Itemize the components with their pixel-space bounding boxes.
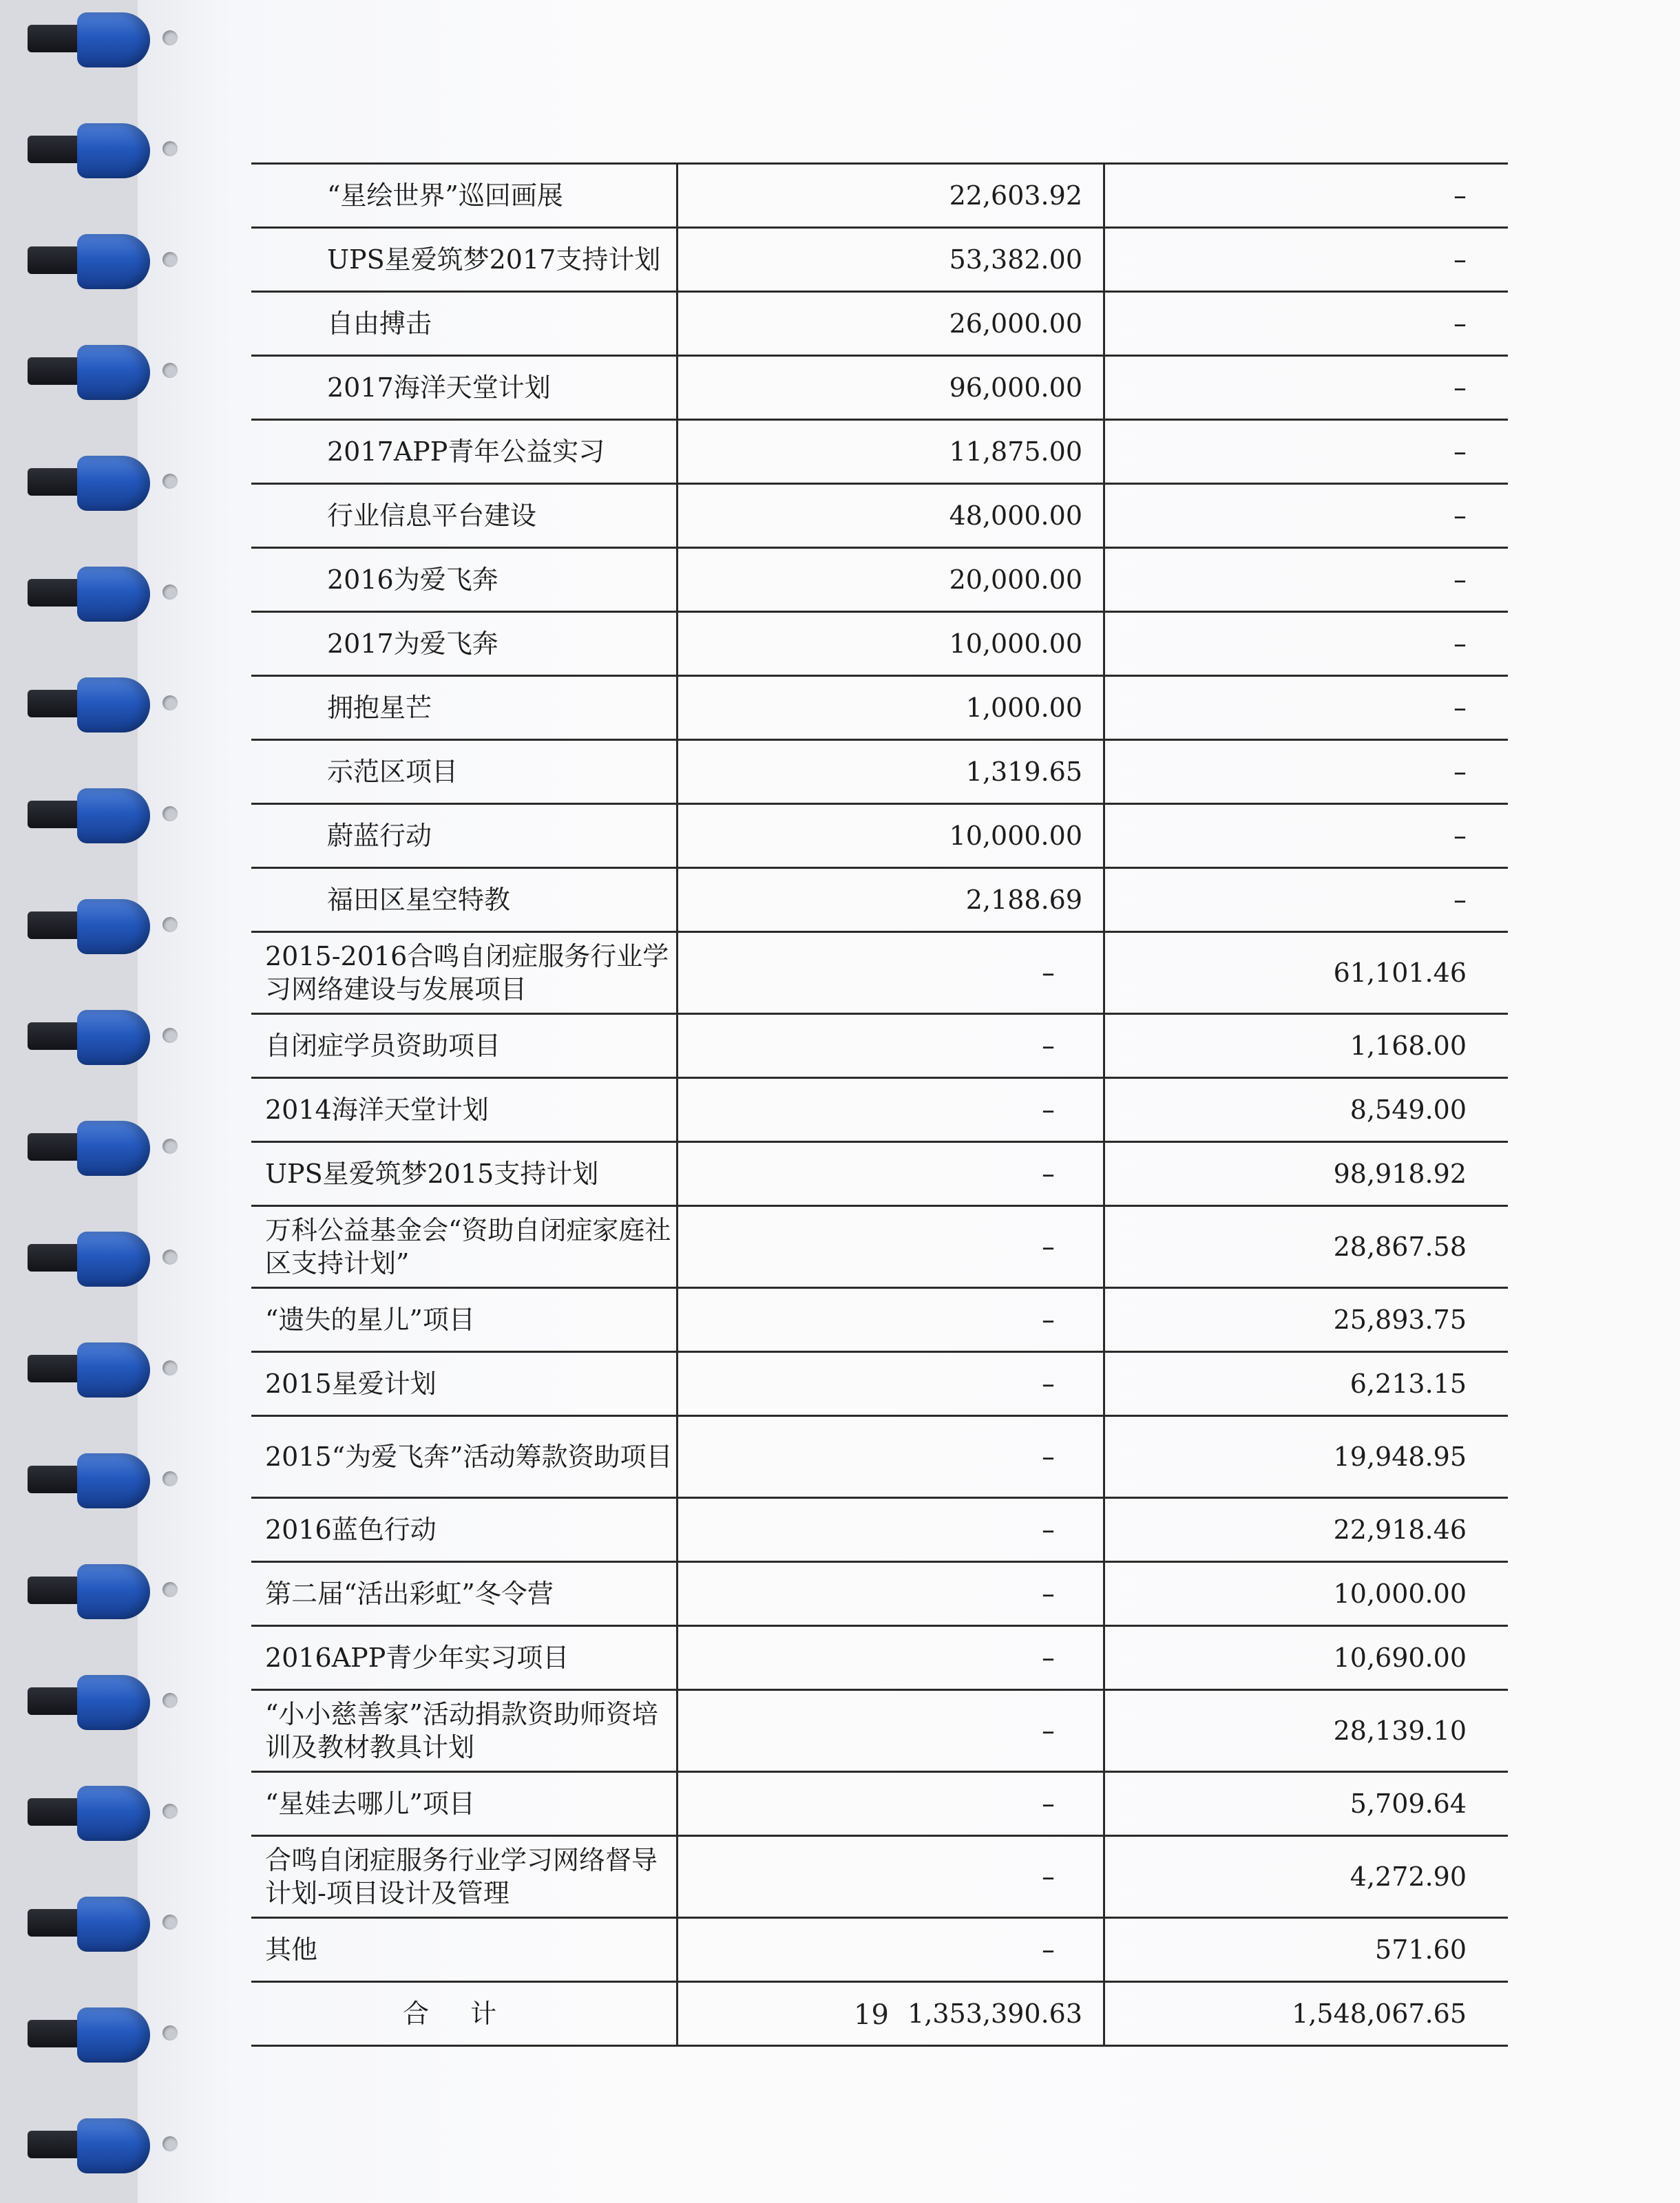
prior-period-amount: – [1453,885,1467,915]
item-name: UPS星爱筑梦2015支持计划 [251,1143,678,1205]
spiral-binding [28,0,193,2203]
binding-coil [28,561,193,627]
prior-period-amount: 25,893.75 [1333,1305,1467,1335]
item-name: 第二届“活出彩虹”冬令营 [251,1563,678,1625]
prior-period-amount: – [1453,821,1467,851]
current-period-amount: – [678,1837,1105,1917]
table-row [251,1627,1508,1691]
item-name: “星绘世界”巡回画展 [251,165,678,226]
binding-coil [28,1226,193,1292]
item-name: 2015“为爱飞奔”活动筹款资助项目 [251,1417,678,1497]
table-row [251,1015,1508,1079]
item-name: 其他 [251,1919,678,1981]
prior-period-amount: – [1453,693,1467,723]
table-row [251,869,1508,933]
prior-period-amount: 6,213.15 [1350,1369,1467,1399]
item-name: 蔚蓝行动 [251,805,678,867]
current-period-amount: – [678,1499,1105,1561]
binding-coil [28,1891,193,1957]
prior-period-amount: 19,948.95 [1333,1442,1467,1472]
prior-period-amount: 28,139.10 [1333,1716,1467,1746]
page-number: 19 [854,1999,889,2031]
prior-period-amount: 1,168.00 [1350,1031,1467,1061]
current-period-amount: 22,603.92 [678,165,1105,226]
binding-coil [28,7,193,73]
item-name: “遗失的星儿”项目 [251,1289,678,1351]
prior-period-amount: 28,867.58 [1333,1232,1467,1262]
item-name: 2014海洋天堂计划 [251,1079,678,1141]
current-period-amount: 10,000.00 [678,805,1105,867]
binding-coil [28,1004,193,1071]
table-row [251,805,1508,869]
current-period-amount: – [678,1627,1105,1689]
binding-coil [28,2002,193,2068]
table-row [251,1079,1508,1143]
item-name: 福田区星空特教 [251,869,678,931]
table-row [251,1353,1508,1417]
item-name: 2015-2016合鸣自闭症服务行业学习网络建设与发展项目 [251,933,678,1013]
binding-coil [28,1448,193,1514]
item-name: “星娃去哪儿”项目 [251,1773,678,1835]
current-period-amount: – [678,933,1105,1013]
current-period-amount: – [678,1079,1105,1141]
binding-coil [28,1780,193,1846]
item-name: “小小慈善家”活动捐款资助师资培训及教材教具计划 [251,1691,678,1771]
current-period-amount: 96,000.00 [678,357,1105,419]
current-period-amount: – [678,1691,1105,1771]
binding-coil [28,118,193,184]
total-prior-period: 1,548,067.65 [1292,1999,1467,2029]
item-name: 合鸣自闭症服务行业学习网络督导计划-项目设计及管理 [251,1837,678,1917]
current-period-amount: – [678,1353,1105,1415]
binding-coil [28,672,193,738]
item-name: 万科公益基金会“资助自闭症家庭社区支持计划” [251,1207,678,1287]
table-row [251,162,1508,229]
current-period-amount: – [678,1773,1105,1835]
binding-coil [28,339,193,405]
item-name: 2016APP青少年实习项目 [251,1627,678,1689]
item-name: 2017APP青年公益实习 [251,421,678,483]
table-row [251,933,1508,1015]
current-period-amount: – [678,1289,1105,1351]
current-period-amount: 11,875.00 [678,421,1105,483]
prior-period-amount: 4,272.90 [1350,1862,1467,1892]
binding-coil [28,1115,193,1181]
expense-table [251,162,1508,2047]
current-period-amount: – [678,1143,1105,1205]
prior-period-amount: 10,690.00 [1333,1643,1467,1673]
table-row [251,1289,1508,1353]
current-period-amount: 2,188.69 [678,869,1105,931]
total-label: 合 计 [251,1983,678,2045]
table-row [251,1837,1508,1919]
prior-period-amount: – [1453,500,1467,531]
item-name: 拥抱星芒 [251,677,678,739]
current-period-amount: 20,000.00 [678,549,1105,611]
prior-period-amount: 22,918.46 [1333,1515,1467,1545]
current-period-amount: 1,000.00 [678,677,1105,739]
binding-coil [28,1337,193,1403]
current-period-amount: 53,382.00 [678,229,1105,291]
item-name: 2016蓝色行动 [251,1499,678,1561]
binding-coil [28,894,193,960]
table-row [251,421,1508,485]
table-row [251,1417,1508,1499]
table-row [251,485,1508,549]
current-period-amount: – [678,1417,1105,1497]
table-row [251,1691,1508,1773]
item-name: 2017为爱飞奔 [251,613,678,675]
item-name: UPS星爱筑梦2017支持计划 [251,229,678,291]
prior-period-amount: 98,918.92 [1333,1159,1467,1189]
current-period-amount: 26,000.00 [678,293,1105,355]
item-name: 2016为爱飞奔 [251,549,678,611]
binding-coil [28,229,193,295]
current-period-amount: 1,319.65 [678,741,1105,803]
prior-period-amount: – [1453,244,1467,275]
prior-period-amount: 8,549.00 [1350,1095,1467,1125]
current-period-amount: – [678,1015,1105,1077]
current-period-amount: – [678,1207,1105,1287]
item-name: 自由搏击 [251,293,678,355]
prior-period-amount: – [1453,372,1467,403]
item-name: 自闭症学员资助项目 [251,1015,678,1077]
table-row [251,1143,1508,1207]
table-row [251,293,1508,357]
prior-period-amount: – [1453,308,1467,339]
current-period-amount: 10,000.00 [678,613,1105,675]
current-period-amount: – [678,1919,1105,1981]
table-row [251,1207,1508,1289]
table-row [251,677,1508,741]
table-row [251,1919,1508,1983]
prior-period-amount: – [1453,436,1467,467]
total-current-period: 1,353,390.63 [678,1983,1105,2045]
item-name: 2017海洋天堂计划 [251,357,678,419]
current-period-amount: – [678,1563,1105,1625]
current-period-amount: 48,000.00 [678,485,1105,547]
binding-coil [28,1559,193,1625]
table-row [251,357,1508,421]
prior-period-amount: – [1453,565,1467,595]
binding-coil [28,1669,193,1736]
binding-coil [28,2113,193,2179]
prior-period-amount: – [1453,629,1467,659]
table-row [251,1499,1508,1563]
prior-period-amount: – [1453,757,1467,787]
table-row [251,229,1508,293]
table-row [251,1563,1508,1627]
item-name: 2015星爱计划 [251,1353,678,1415]
table-row [251,613,1508,677]
item-name: 示范区项目 [251,741,678,803]
table-row [251,549,1508,613]
prior-period-amount: – [1453,180,1467,211]
binding-coil [28,783,193,849]
prior-period-amount: 5,709.64 [1350,1789,1467,1819]
table-row [251,1773,1508,1837]
prior-period-amount: 571.60 [1375,1935,1467,1965]
table-row [251,741,1508,805]
prior-period-amount: 10,000.00 [1333,1579,1467,1609]
item-name: 行业信息平台建设 [251,485,678,547]
prior-period-amount: 61,101.46 [1333,958,1467,988]
binding-coil [28,450,193,516]
